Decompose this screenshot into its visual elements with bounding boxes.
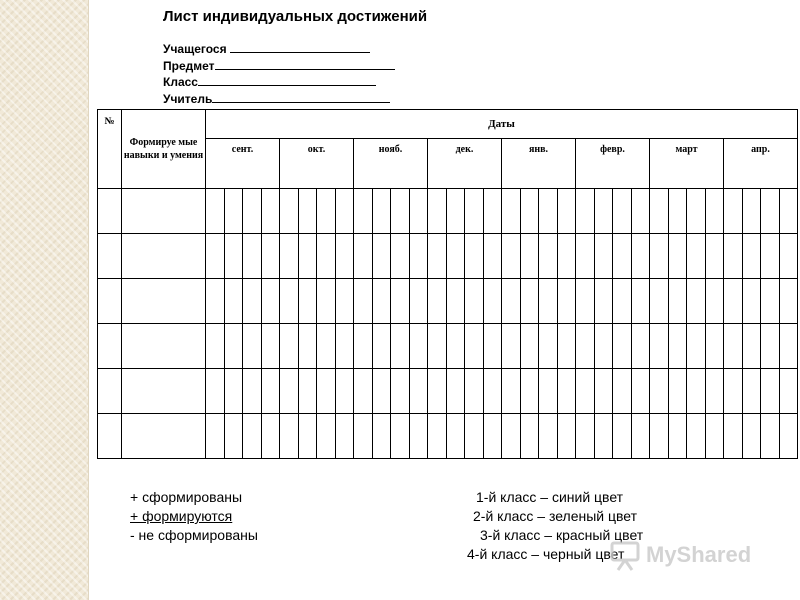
- cell-date-mark[interactable]: [261, 234, 280, 279]
- table-row: [98, 414, 798, 459]
- cell-date-mark[interactable]: [631, 234, 650, 279]
- legend-grade-2: 2-й класс – зеленый цвет: [473, 508, 638, 524]
- cell-date-mark[interactable]: [335, 189, 354, 234]
- cell-date-mark[interactable]: [465, 324, 484, 369]
- cell-date-mark[interactable]: [243, 279, 262, 324]
- cell-date-mark[interactable]: [298, 234, 317, 279]
- cell-date-mark[interactable]: [520, 279, 539, 324]
- table-row: [98, 234, 798, 279]
- legend-forming: [130, 507, 258, 526]
- cell-date-mark[interactable]: [243, 234, 262, 279]
- cell-date-mark[interactable]: [576, 414, 595, 459]
- cell-date-mark[interactable]: [317, 279, 336, 324]
- header-month: март: [650, 139, 724, 189]
- cell-date-mark[interactable]: [779, 369, 798, 414]
- cell-date-mark[interactable]: [502, 189, 521, 234]
- header-month: февр.: [576, 139, 650, 189]
- cell-date-mark[interactable]: [502, 324, 521, 369]
- cell-date-mark[interactable]: [576, 324, 595, 369]
- cell-date-mark[interactable]: [539, 369, 558, 414]
- cell-date-mark[interactable]: [428, 414, 447, 459]
- cell-date-mark[interactable]: [354, 279, 373, 324]
- cell-date-mark[interactable]: [261, 279, 280, 324]
- cell-date-mark[interactable]: [724, 369, 743, 414]
- cell-date-mark[interactable]: [317, 414, 336, 459]
- cell-date-mark[interactable]: [779, 324, 798, 369]
- cell-date-mark[interactable]: [502, 279, 521, 324]
- header-skills: Формируе мые навыки и умения: [122, 110, 206, 189]
- cell-date-mark[interactable]: [298, 414, 317, 459]
- cell-date-mark[interactable]: [668, 189, 687, 234]
- cell-date-mark[interactable]: [428, 369, 447, 414]
- cell-date-mark[interactable]: [594, 414, 613, 459]
- cell-date-mark[interactable]: [391, 324, 410, 369]
- cell-date-mark[interactable]: [520, 369, 539, 414]
- cell-date-mark[interactable]: [742, 414, 761, 459]
- cell-date-mark[interactable]: [613, 279, 632, 324]
- cell-date-mark[interactable]: [539, 324, 558, 369]
- cell-date-mark[interactable]: [724, 234, 743, 279]
- cell-date-mark[interactable]: [298, 189, 317, 234]
- cell-date-mark[interactable]: [650, 234, 669, 279]
- cell-skill[interactable]: [122, 369, 206, 414]
- table-row: [98, 189, 798, 234]
- cell-date-mark[interactable]: [650, 369, 669, 414]
- cell-date-mark[interactable]: [724, 189, 743, 234]
- cell-date-mark[interactable]: [705, 189, 724, 234]
- cell-date-mark[interactable]: [409, 369, 428, 414]
- cell-date-mark[interactable]: [557, 234, 576, 279]
- cell-date-mark[interactable]: [335, 279, 354, 324]
- table-row: [98, 369, 798, 414]
- header-month: янв.: [502, 139, 576, 189]
- header-dates: Даты: [206, 110, 798, 139]
- cell-date-mark[interactable]: [539, 279, 558, 324]
- cell-date-mark[interactable]: [206, 234, 225, 279]
- cell-skill[interactable]: [122, 234, 206, 279]
- cell-date-mark[interactable]: [724, 324, 743, 369]
- cell-date-mark[interactable]: [465, 279, 484, 324]
- cell-date-mark[interactable]: [446, 189, 465, 234]
- cell-date-mark[interactable]: [354, 369, 373, 414]
- cell-number[interactable]: [98, 189, 122, 234]
- field-student-label: Учащегося: [163, 42, 227, 56]
- header-month: дек.: [428, 139, 502, 189]
- legend-not-formed: - не сформированы: [130, 527, 258, 543]
- cell-skill[interactable]: [122, 189, 206, 234]
- field-subject: [163, 58, 395, 75]
- cell-date-mark[interactable]: [335, 324, 354, 369]
- header-number: №: [98, 110, 122, 189]
- cell-date-mark[interactable]: [391, 189, 410, 234]
- presentation-icon: [608, 538, 642, 572]
- cell-date-mark[interactable]: [409, 234, 428, 279]
- cell-date-mark[interactable]: [446, 279, 465, 324]
- cell-date-mark[interactable]: [631, 414, 650, 459]
- cell-date-mark[interactable]: [483, 279, 502, 324]
- cell-date-mark[interactable]: [724, 279, 743, 324]
- cell-skill[interactable]: [122, 324, 206, 369]
- cell-date-mark[interactable]: [280, 189, 299, 234]
- cell-date-mark[interactable]: [742, 324, 761, 369]
- cell-date-mark[interactable]: [520, 324, 539, 369]
- cell-date-mark[interactable]: [539, 189, 558, 234]
- cell-date-mark[interactable]: [261, 324, 280, 369]
- cell-date-mark[interactable]: [557, 369, 576, 414]
- table-row: [98, 324, 798, 369]
- cell-date-mark[interactable]: [409, 279, 428, 324]
- cell-date-mark[interactable]: [687, 324, 706, 369]
- cell-date-mark[interactable]: [317, 324, 336, 369]
- cell-date-mark[interactable]: [428, 189, 447, 234]
- cell-date-mark[interactable]: [761, 279, 780, 324]
- cell-date-mark[interactable]: [742, 279, 761, 324]
- cell-date-mark[interactable]: [594, 279, 613, 324]
- field-student: [163, 41, 395, 58]
- cell-date-mark[interactable]: [520, 414, 539, 459]
- cell-date-mark[interactable]: [613, 189, 632, 234]
- cell-date-mark[interactable]: [779, 414, 798, 459]
- cell-date-mark[interactable]: [243, 324, 262, 369]
- cell-date-mark[interactable]: [354, 234, 373, 279]
- cell-date-mark[interactable]: [243, 189, 262, 234]
- cell-date-mark[interactable]: [261, 189, 280, 234]
- cell-date-mark[interactable]: [261, 414, 280, 459]
- cell-date-mark[interactable]: [502, 234, 521, 279]
- cell-number[interactable]: [98, 279, 122, 324]
- table-row: [98, 279, 798, 324]
- cell-date-mark[interactable]: [687, 189, 706, 234]
- cell-date-mark[interactable]: [280, 279, 299, 324]
- cell-date-mark[interactable]: [428, 324, 447, 369]
- watermark: [608, 538, 751, 572]
- header-month: апр.: [724, 139, 798, 189]
- header-month: сент.: [206, 139, 280, 189]
- cell-date-mark[interactable]: [483, 369, 502, 414]
- cell-date-mark[interactable]: [483, 414, 502, 459]
- header-month: окт.: [280, 139, 354, 189]
- watermark-text: MyShared: [646, 542, 752, 567]
- cell-date-mark[interactable]: [224, 234, 243, 279]
- cell-date-mark[interactable]: [631, 189, 650, 234]
- cell-date-mark[interactable]: [668, 234, 687, 279]
- legend-forming-text: + формируются: [130, 508, 233, 524]
- field-class: [163, 74, 395, 91]
- cell-date-mark[interactable]: [446, 414, 465, 459]
- cell-date-mark[interactable]: [761, 324, 780, 369]
- achievements-table: [97, 109, 798, 459]
- cell-number[interactable]: [98, 369, 122, 414]
- cell-number[interactable]: [98, 324, 122, 369]
- cell-date-mark[interactable]: [317, 369, 336, 414]
- cell-date-mark[interactable]: [594, 189, 613, 234]
- cell-date-mark[interactable]: [428, 234, 447, 279]
- cell-date-mark[interactable]: [372, 324, 391, 369]
- cell-date-mark[interactable]: [372, 279, 391, 324]
- cell-date-mark[interactable]: [668, 414, 687, 459]
- cell-date-mark[interactable]: [243, 369, 262, 414]
- cell-date-mark[interactable]: [372, 369, 391, 414]
- cell-date-mark[interactable]: [354, 189, 373, 234]
- cell-date-mark[interactable]: [761, 414, 780, 459]
- cell-date-mark[interactable]: [280, 369, 299, 414]
- legend-grade-4: 4-й класс – черный цвет: [467, 546, 625, 562]
- cell-date-mark[interactable]: [650, 324, 669, 369]
- cell-date-mark[interactable]: [687, 234, 706, 279]
- cell-date-mark[interactable]: [668, 324, 687, 369]
- cell-date-mark[interactable]: [409, 324, 428, 369]
- cell-date-mark[interactable]: [742, 189, 761, 234]
- cell-date-mark[interactable]: [206, 189, 225, 234]
- cell-date-mark[interactable]: [594, 234, 613, 279]
- cell-number[interactable]: [98, 234, 122, 279]
- cell-date-mark[interactable]: [280, 324, 299, 369]
- cell-date-mark[interactable]: [724, 414, 743, 459]
- cell-date-mark[interactable]: [224, 369, 243, 414]
- cell-date-mark[interactable]: [761, 369, 780, 414]
- cell-date-mark[interactable]: [668, 369, 687, 414]
- cell-date-mark[interactable]: [687, 414, 706, 459]
- header-month: нояб.: [354, 139, 428, 189]
- cell-date-mark[interactable]: [779, 234, 798, 279]
- cell-date-mark[interactable]: [298, 324, 317, 369]
- cell-date-mark[interactable]: [280, 234, 299, 279]
- cell-date-mark[interactable]: [613, 414, 632, 459]
- field-subject-line[interactable]: [215, 58, 395, 70]
- cell-date-mark[interactable]: [520, 189, 539, 234]
- cell-date-mark[interactable]: [483, 324, 502, 369]
- cell-date-mark[interactable]: [576, 189, 595, 234]
- cell-date-mark[interactable]: [335, 369, 354, 414]
- cell-date-mark[interactable]: [761, 189, 780, 234]
- table-header-row: [98, 110, 798, 139]
- cell-skill[interactable]: [122, 414, 206, 459]
- cell-date-mark[interactable]: [705, 279, 724, 324]
- cell-date-mark[interactable]: [446, 234, 465, 279]
- sheet-title: Лист индивидуальных достижений: [163, 8, 428, 25]
- cell-date-mark[interactable]: [594, 324, 613, 369]
- cell-date-mark[interactable]: [354, 414, 373, 459]
- legend-grade-3: 3-й класс – красный цвет: [480, 527, 644, 543]
- cell-date-mark[interactable]: [298, 369, 317, 414]
- cell-date-mark[interactable]: [372, 414, 391, 459]
- cell-date-mark[interactable]: [483, 234, 502, 279]
- cell-date-mark[interactable]: [520, 234, 539, 279]
- cell-date-mark[interactable]: [502, 369, 521, 414]
- cell-date-mark[interactable]: [465, 189, 484, 234]
- student-info-fields: [163, 41, 395, 107]
- cell-date-mark[interactable]: [317, 234, 336, 279]
- cell-date-mark[interactable]: [446, 369, 465, 414]
- cell-date-mark[interactable]: [668, 279, 687, 324]
- cell-date-mark[interactable]: [465, 414, 484, 459]
- cell-date-mark[interactable]: [391, 234, 410, 279]
- decorative-side-strip: [0, 0, 89, 600]
- field-class-label: Класс: [163, 75, 198, 89]
- cell-date-mark[interactable]: [224, 324, 243, 369]
- cell-date-mark[interactable]: [261, 369, 280, 414]
- cell-date-mark[interactable]: [761, 234, 780, 279]
- cell-date-mark[interactable]: [428, 279, 447, 324]
- cell-date-mark[interactable]: [594, 369, 613, 414]
- legend-formed: + сформированы: [130, 489, 243, 505]
- cell-date-mark[interactable]: [224, 279, 243, 324]
- cell-date-mark[interactable]: [298, 279, 317, 324]
- cell-date-mark[interactable]: [502, 414, 521, 459]
- cell-date-mark[interactable]: [613, 369, 632, 414]
- cell-date-mark[interactable]: [576, 279, 595, 324]
- cell-date-mark[interactable]: [705, 414, 724, 459]
- cell-skill[interactable]: [122, 279, 206, 324]
- cell-date-mark[interactable]: [650, 189, 669, 234]
- cell-date-mark[interactable]: [631, 369, 650, 414]
- cell-date-mark[interactable]: [206, 414, 225, 459]
- cell-date-mark[interactable]: [354, 324, 373, 369]
- field-subject-label: Предмет: [163, 58, 215, 73]
- cell-date-mark[interactable]: [317, 189, 336, 234]
- cell-date-mark[interactable]: [391, 279, 410, 324]
- cell-date-mark[interactable]: [779, 279, 798, 324]
- cell-date-mark[interactable]: [557, 414, 576, 459]
- cell-date-mark[interactable]: [705, 324, 724, 369]
- cell-date-mark[interactable]: [557, 324, 576, 369]
- cell-date-mark[interactable]: [705, 369, 724, 414]
- cell-date-mark[interactable]: [557, 189, 576, 234]
- cell-date-mark[interactable]: [687, 369, 706, 414]
- cell-date-mark[interactable]: [631, 279, 650, 324]
- cell-date-mark[interactable]: [206, 369, 225, 414]
- cell-date-mark[interactable]: [557, 279, 576, 324]
- cell-date-mark[interactable]: [465, 369, 484, 414]
- cell-date-mark[interactable]: [742, 369, 761, 414]
- cell-date-mark[interactable]: [613, 234, 632, 279]
- cell-date-mark[interactable]: [687, 279, 706, 324]
- cell-date-mark[interactable]: [280, 414, 299, 459]
- cell-number[interactable]: [98, 414, 122, 459]
- cell-date-mark[interactable]: [372, 234, 391, 279]
- cell-date-mark[interactable]: [539, 414, 558, 459]
- cell-date-mark[interactable]: [206, 324, 225, 369]
- cell-date-mark[interactable]: [483, 189, 502, 234]
- cell-date-mark[interactable]: [742, 234, 761, 279]
- cell-date-mark[interactable]: [335, 234, 354, 279]
- cell-date-mark[interactable]: [576, 369, 595, 414]
- cell-date-mark[interactable]: [576, 234, 595, 279]
- cell-date-mark[interactable]: [409, 414, 428, 459]
- field-student-line[interactable]: [230, 41, 370, 53]
- cell-date-mark[interactable]: [391, 414, 410, 459]
- field-teacher: [163, 91, 395, 108]
- cell-date-mark[interactable]: [631, 324, 650, 369]
- legend-grade-1: 1-й класс – синий цвет: [476, 489, 624, 505]
- cell-date-mark[interactable]: [391, 369, 410, 414]
- cell-date-mark[interactable]: [539, 234, 558, 279]
- cell-date-mark[interactable]: [409, 189, 428, 234]
- cell-date-mark[interactable]: [372, 189, 391, 234]
- cell-date-mark[interactable]: [705, 234, 724, 279]
- cell-date-mark[interactable]: [650, 414, 669, 459]
- cell-date-mark[interactable]: [465, 234, 484, 279]
- cell-date-mark[interactable]: [650, 279, 669, 324]
- cell-date-mark[interactable]: [446, 324, 465, 369]
- cell-date-mark[interactable]: [224, 414, 243, 459]
- field-teacher-label: Учитель: [163, 91, 213, 106]
- cell-date-mark[interactable]: [243, 414, 262, 459]
- cell-date-mark[interactable]: [224, 189, 243, 234]
- cell-date-mark[interactable]: [206, 279, 225, 324]
- field-class-line[interactable]: [198, 74, 376, 86]
- field-teacher-line[interactable]: [212, 91, 390, 103]
- cell-date-mark[interactable]: [613, 324, 632, 369]
- legend-marks: [130, 488, 258, 545]
- cell-date-mark[interactable]: [335, 414, 354, 459]
- cell-date-mark[interactable]: [779, 189, 798, 234]
